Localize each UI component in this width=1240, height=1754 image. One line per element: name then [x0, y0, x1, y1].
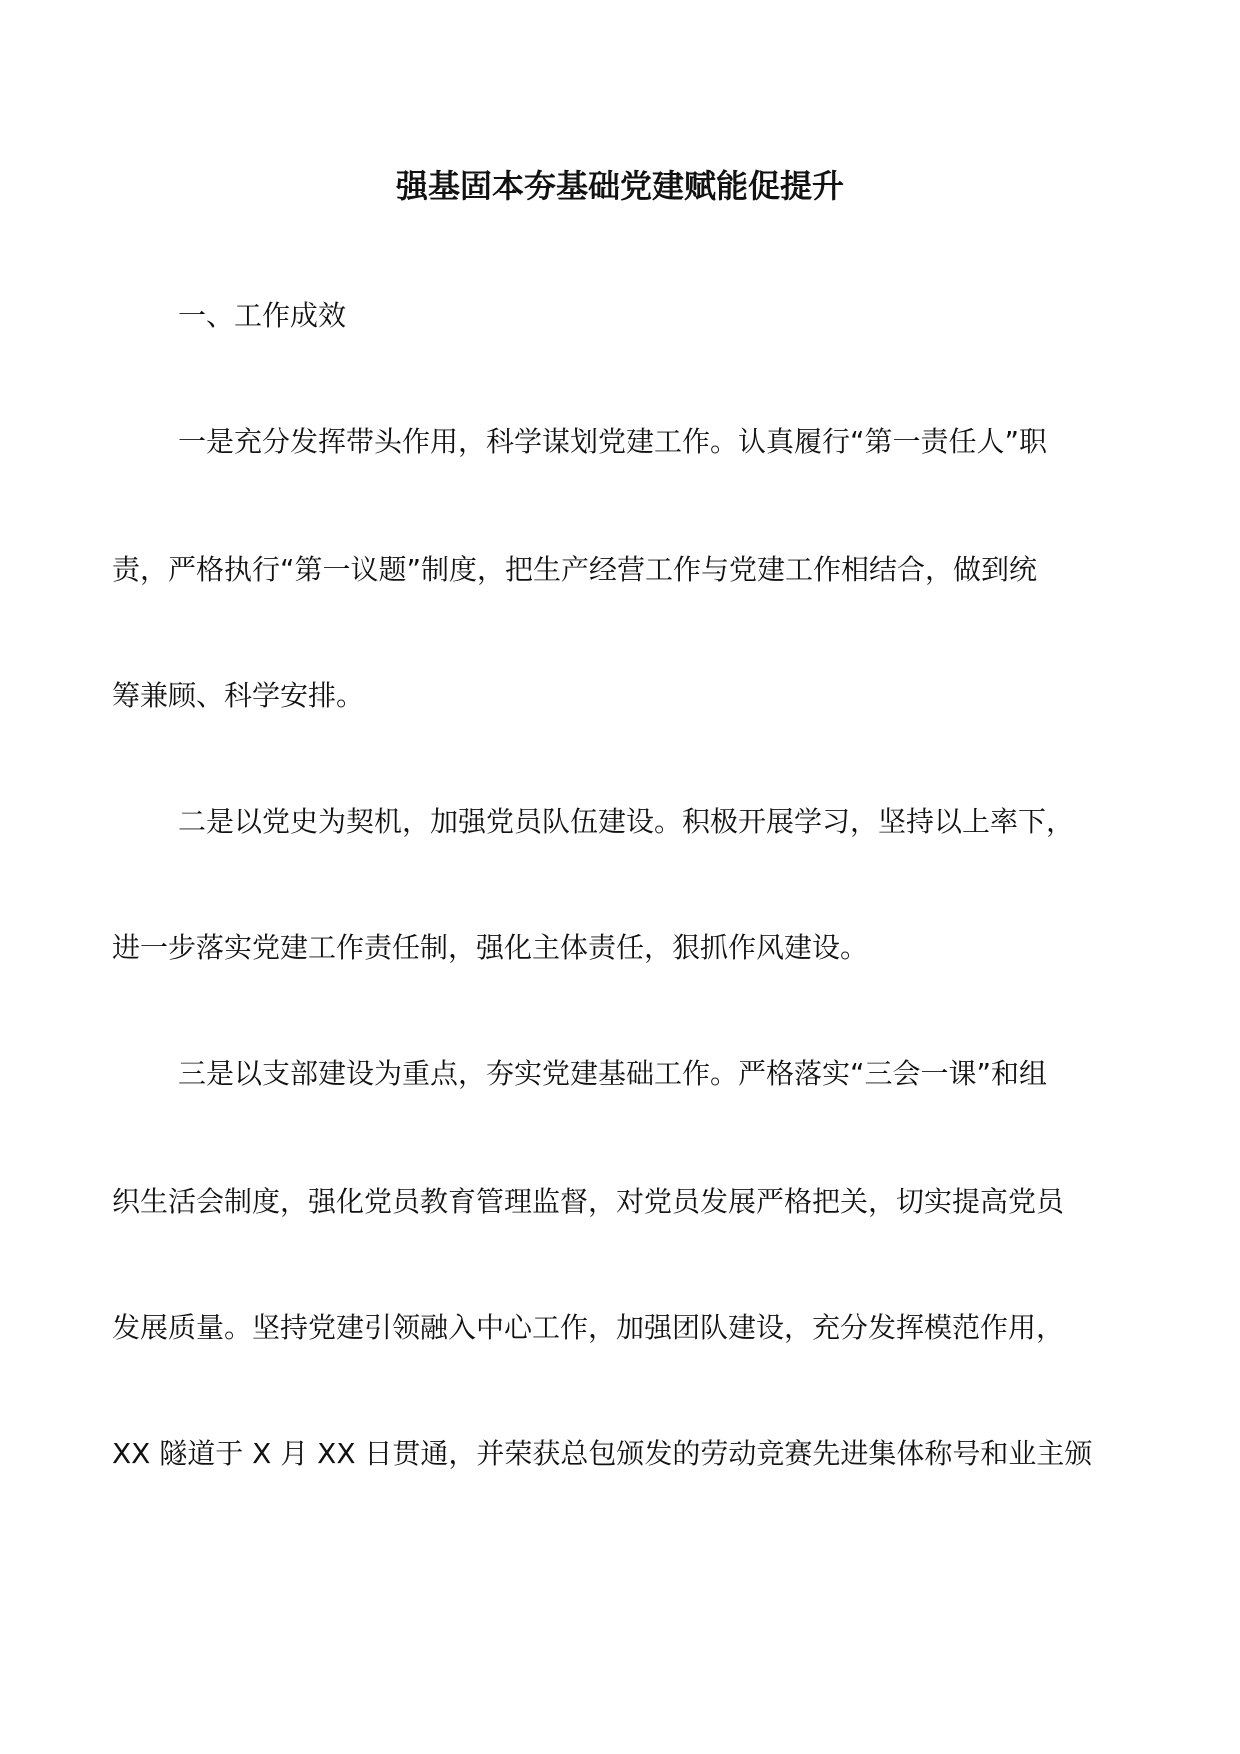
paragraph-3-line-2: 织生活会制度，强化党员教育管理监督，对党员发展严格把关，切实提高党员 — [112, 1185, 1065, 1218]
section-heading: 一、工作成效 — [178, 299, 347, 332]
paragraph-3-line-1: 三是以支部建设为重点，夯实党建基础工作。严格落实“三会一课”和组 — [178, 1057, 1048, 1090]
paragraph-2-line-1: 二是以党史为契机，加强党员队伍建设。积极开展学习，坚持以上率下， — [178, 805, 1075, 838]
paragraph-3-line-4: XX 隧道于 X 月 XX 日贯通，并荣获总包颁发的劳动竞赛先进集体称号和业主颁 — [112, 1437, 1093, 1470]
document-title: 强基固本夯基础党建赋能促提升 — [395, 167, 844, 205]
paragraph-3-line-3: 发展质量。坚持党建引领融入中心工作，加强团队建设，充分发挥模范作用， — [112, 1311, 1065, 1344]
paragraph-1-line-2: 责，严格执行“第一议题”制度，把生产经营工作与党建工作相结合，做到统 — [112, 553, 1038, 586]
paragraph-2-line-2: 进一步落实党建工作责任制，强化主体责任，狠抓作风建设。 — [112, 931, 869, 964]
paragraph-1-line-3: 筹兼顾、科学安排。 — [112, 679, 365, 712]
paragraph-1-line-1: 一是充分发挥带头作用，科学谋划党建工作。认真履行“第一责任人”职 — [178, 425, 1048, 458]
